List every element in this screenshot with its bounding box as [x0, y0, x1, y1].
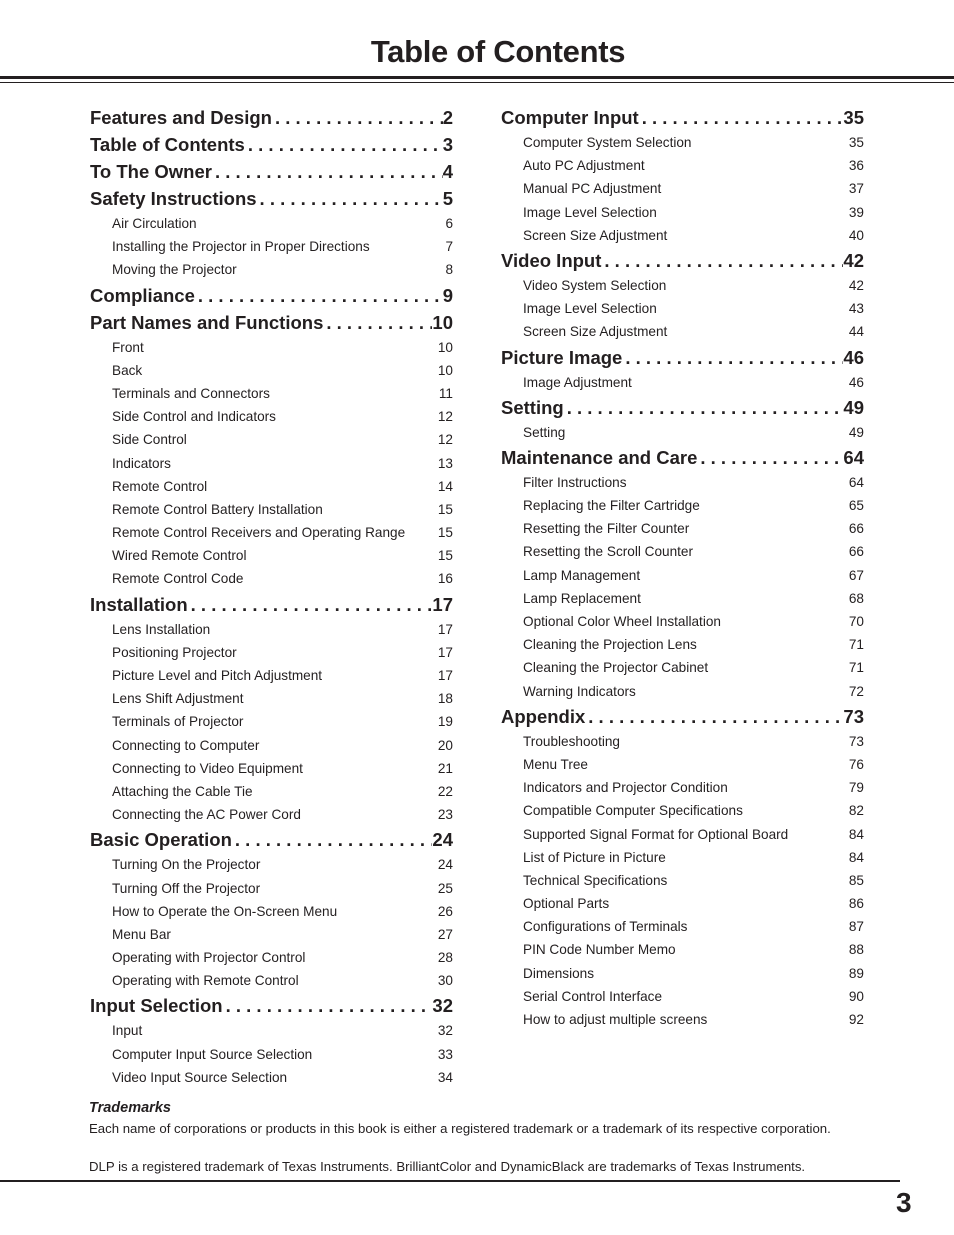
toc-subentry-page: 8	[445, 262, 453, 278]
toc-subentry-label: Indicators	[112, 455, 171, 471]
toc-subentry[interactable]	[90, 498, 453, 521]
toc-subentry-page: 32	[437, 1023, 453, 1039]
toc-subentry-label: Lens Shift Adjustment	[112, 691, 244, 707]
toc-subentry-page: 11	[438, 385, 453, 401]
toc-section-title: Table of Contents	[90, 134, 245, 155]
toc-subentry[interactable]	[90, 900, 453, 923]
dot-leader	[257, 185, 443, 212]
toc-subentry-label: Dimensions	[523, 965, 595, 981]
dot-leader	[697, 444, 843, 471]
toc-subentry[interactable]	[501, 154, 864, 177]
toc-subentry-label: Moving the Projector	[112, 262, 237, 278]
toc-subentry-label: Compatible Computer Specifications	[523, 803, 743, 819]
toc-subentry[interactable]	[501, 540, 864, 563]
toc-subentry[interactable]	[90, 780, 453, 803]
toc-subentry-page: 39	[848, 204, 864, 220]
toc-subentry-label: Resetting the Scroll Counter	[523, 544, 694, 560]
toc-subentry[interactable]	[90, 359, 453, 382]
toc-section-page: 17	[432, 593, 453, 615]
toc-subentry-page: 12	[437, 432, 453, 448]
dot-leader	[639, 104, 844, 131]
toc-section-title: Compliance	[90, 284, 195, 306]
toc-subentry-page: 35	[848, 135, 864, 150]
toc-subentry-label: Terminals of Projector	[112, 714, 244, 730]
toc-subentry-label: Lamp Management	[523, 567, 641, 583]
toc-subentry[interactable]	[90, 336, 453, 359]
toc-subentry[interactable]	[501, 656, 864, 679]
dot-leader	[622, 344, 843, 371]
toc-subentry-page: 10	[437, 362, 453, 378]
toc-subentry-label: PIN Code Number Memo	[523, 942, 676, 958]
toc-section-title: Basic Operation	[90, 829, 232, 851]
toc-section-title: Part Names and Functions	[90, 311, 324, 333]
toc-section-title: Computer Input	[501, 107, 639, 128]
toc-subentry[interactable]	[501, 224, 864, 247]
toc-subentry[interactable]	[90, 710, 453, 733]
toc-section-entry[interactable]	[501, 104, 864, 131]
toc-subentry[interactable]	[90, 452, 453, 475]
toc-section-title: To The Owner	[90, 161, 212, 182]
toc-subentry-page: 15	[437, 525, 453, 541]
toc-section-page: 35	[843, 107, 864, 128]
toc-subentry[interactable]	[90, 877, 453, 900]
toc-subentry[interactable]	[90, 1043, 453, 1066]
toc-subentry-page: 6	[445, 216, 453, 231]
toc-subentry-label: Air Circulation	[112, 216, 197, 231]
toc-subentry-page: 23	[437, 807, 453, 823]
toc-subentry-label: Back	[112, 362, 143, 378]
toc-subentry[interactable]	[90, 475, 453, 498]
toc-subentry-page: 21	[437, 760, 453, 776]
toc-subentry[interactable]	[90, 853, 453, 876]
toc-subentry-page: 30	[437, 973, 453, 989]
toc-subentry-page: 42	[848, 277, 864, 293]
toc-subentry[interactable]	[501, 823, 864, 846]
toc-subentry-page: 88	[848, 942, 864, 958]
toc-subentry[interactable]	[90, 641, 453, 664]
toc-subentry-label: Menu Tree	[523, 756, 588, 772]
dot-leader	[323, 309, 432, 336]
toc-subentry-label: Lens Installation	[112, 621, 211, 637]
page-title: Table of Contents	[370, 34, 626, 69]
toc-subentry-label: Configurations of Terminals	[523, 919, 688, 935]
toc-subentry-label: Computer Input Source Selection	[112, 1046, 313, 1062]
toc-section-entry[interactable]	[501, 344, 864, 371]
toc-subentry[interactable]	[501, 471, 864, 494]
toc-subentry[interactable]	[501, 274, 864, 297]
toc-subentry-label: Connecting to Computer	[112, 737, 260, 753]
toc-subentry-page: 27	[437, 926, 453, 942]
title-rule-thin	[0, 82, 954, 83]
toc-subentry-page: 84	[848, 826, 864, 842]
toc-subentry[interactable]	[90, 382, 453, 405]
toc-subentry-page: 24	[437, 857, 453, 873]
toc-subentry-page: 79	[848, 780, 864, 796]
toc-section-title: Maintenance and Care	[501, 446, 698, 468]
toc-section-title: Input Selection	[90, 995, 223, 1017]
toc-subentry-label: List of Picture in Picture	[523, 849, 666, 865]
toc-subentry-page: 85	[848, 872, 864, 888]
toc-section-entry[interactable]	[501, 394, 864, 421]
toc-subentry[interactable]	[90, 687, 453, 710]
toc-subentry[interactable]	[90, 544, 453, 567]
dot-leader	[585, 703, 843, 730]
toc-subentry[interactable]	[501, 517, 864, 540]
page-number: 3	[896, 1187, 912, 1218]
toc-subentry-label: Cleaning the Projection Lens	[523, 637, 697, 653]
dot-leader	[245, 131, 443, 158]
toc-subentry[interactable]	[90, 969, 453, 992]
toc-subentry-label: Operating with Projector Control	[112, 950, 306, 966]
toc-subentry-page: 64	[848, 474, 864, 490]
toc-subentry[interactable]	[90, 521, 453, 544]
toc-subentry-page: 40	[848, 227, 864, 243]
toc-subentry[interactable]	[501, 421, 864, 444]
toc-subentry[interactable]	[90, 567, 453, 590]
toc-section-entry[interactable]	[90, 131, 453, 158]
toc-subentry-page: 66	[848, 544, 864, 560]
toc-subentry-page: 15	[437, 501, 453, 517]
toc-subentry-page: 17	[437, 621, 453, 637]
dot-leader	[195, 282, 443, 309]
toc-subentry-label: Picture Level and Pitch Adjustment	[112, 668, 323, 683]
toc-subentry-page: 28	[437, 950, 453, 966]
toc-subentry-label: Remote Control Battery Installation	[112, 501, 323, 517]
toc-subentry-page: 49	[848, 424, 864, 440]
toc-subentry[interactable]	[90, 258, 453, 281]
footer-rule	[0, 1180, 900, 1182]
toc-section-entry[interactable]	[90, 104, 453, 131]
toc-subentry[interactable]	[501, 587, 864, 610]
toc-subentry-page: 73	[848, 733, 864, 749]
toc-subentry-label: Indicators and Projector Condition	[523, 780, 728, 796]
toc-subentry[interactable]	[90, 664, 453, 687]
toc-subentry-label: Attaching the Cable Tie	[112, 783, 253, 799]
toc-subentry-page: 44	[848, 324, 864, 340]
toc-section-entry[interactable]	[501, 703, 864, 730]
toc-subentry[interactable]	[90, 803, 453, 826]
toc-subentry-page: 72	[848, 683, 864, 699]
toc-section-entry[interactable]	[501, 444, 864, 471]
toc-section-entry[interactable]	[90, 591, 453, 618]
toc-subentry-page: 70	[848, 614, 864, 629]
toc-subentry-page: 84	[848, 849, 864, 865]
toc-subentry-page: 68	[848, 590, 864, 606]
toc-subentry[interactable]	[501, 494, 864, 517]
toc-subentry-label: Replacing the Filter Cartridge	[523, 498, 700, 514]
toc-section-page: 5	[442, 188, 453, 209]
toc-section-page: 10	[432, 311, 453, 333]
toc-subentry-page: 18	[437, 691, 453, 707]
toc-subentry-label: Turning Off the Projector	[112, 880, 261, 896]
toc-section-page: 4	[442, 161, 453, 182]
toc-subentry-label: Manual PC Adjustment	[523, 181, 662, 197]
toc-section-entry[interactable]	[90, 158, 453, 185]
toc-subentry-page: 65	[848, 498, 864, 514]
toc-subentry-page: 43	[848, 301, 864, 317]
toc-section-entry[interactable]	[90, 826, 453, 853]
toc-subentry-label: Image Level Selection	[523, 204, 657, 220]
toc-subentry-page: 33	[437, 1046, 453, 1062]
toc-subentry-label: Side Control and Indicators	[112, 409, 276, 425]
toc-subentry-page: 71	[848, 660, 864, 676]
toc-subentry[interactable]	[90, 618, 453, 641]
toc-subentry-page: 92	[848, 1012, 864, 1027]
toc-subentry[interactable]	[501, 633, 864, 656]
toc-subentry[interactable]	[501, 680, 864, 703]
toc-subentry-page: 71	[848, 637, 864, 653]
toc-section-page: 49	[843, 396, 864, 418]
trademarks-paragraph: Each name of corporations or products in this book is either a registered trademark or a trademark of its respective corporation.	[89, 1121, 831, 1136]
toc-subentry-label: Auto PC Adjustment	[523, 158, 645, 174]
toc-subentry[interactable]	[501, 799, 864, 822]
toc-subentry-label: Filter Instructions	[523, 474, 627, 490]
toc-subentry-label: Optional Color Wheel Installation	[523, 614, 721, 629]
dot-leader	[212, 158, 443, 185]
toc-subentry[interactable]	[90, 946, 453, 969]
toc-subentry[interactable]	[501, 371, 864, 394]
toc-subentry-label: Connecting the AC Power Cord	[112, 807, 301, 823]
toc-subentry-label: Warning Indicators	[523, 683, 636, 699]
dot-leader	[272, 104, 443, 131]
toc-subentry[interactable]	[501, 320, 864, 343]
toc-section-page: 2	[442, 107, 453, 128]
toc-section-page: 64	[843, 446, 864, 468]
toc-subentry[interactable]	[501, 892, 864, 915]
toc-subentry[interactable]	[501, 730, 864, 753]
toc-subentry[interactable]	[90, 1066, 453, 1089]
dot-leader	[232, 826, 433, 853]
toc-section-page: 46	[843, 346, 864, 368]
toc-section-title: Appendix	[501, 705, 586, 727]
toc-subentry-page: 89	[848, 965, 864, 981]
toc-subentry[interactable]	[501, 753, 864, 776]
trademarks-heading: Trademarks	[89, 1100, 171, 1116]
toc-subentry[interactable]	[501, 985, 864, 1008]
toc-subentry[interactable]	[501, 564, 864, 587]
toc-subentry-page: 25	[437, 880, 453, 896]
toc-subentry-label: How to adjust multiple screens	[523, 1012, 708, 1027]
toc-section-title: Safety Instructions	[90, 188, 257, 209]
toc-subentry-label: Remote Control	[112, 478, 208, 494]
toc-subentry-page: 22	[437, 783, 453, 799]
toc-subentry-label: Positioning Projector	[112, 644, 237, 660]
toc-subentry[interactable]	[90, 235, 453, 258]
toc-section-page: 32	[432, 995, 453, 1017]
toc-subentry-page: 82	[848, 803, 864, 819]
toc-subentry-label: Installing the Projector in Proper Directions	[112, 239, 370, 255]
toc-subentry-label: Setting	[523, 424, 566, 440]
toc-subentry[interactable]	[501, 962, 864, 985]
toc-subentry-label: Lamp Replacement	[523, 590, 641, 606]
toc-subentry-page: 17	[437, 668, 453, 683]
toc-subentry-page: 7	[445, 239, 453, 255]
toc-left-column	[90, 104, 453, 1089]
toc-subentry-label: Technical Specifications	[523, 872, 668, 888]
toc-subentry-label: Screen Size Adjustment	[523, 324, 668, 340]
toc-subentry-label: Front	[112, 339, 144, 355]
toc-subentry-page: 17	[437, 644, 453, 660]
toc-section-page: 24	[432, 829, 453, 851]
toc-subentry[interactable]	[501, 938, 864, 961]
toc-subentry[interactable]	[501, 297, 864, 320]
toc-subentry[interactable]	[90, 757, 453, 780]
toc-subentry-page: 87	[848, 919, 864, 935]
toc-section-title: Setting	[501, 396, 564, 418]
trademarks-paragraph: DLP is a registered trademark of Texas Instruments. BrilliantColor and DynamicBlack are trademarks of Texas Instruments.	[89, 1159, 806, 1174]
toc-subentry-page: 15	[437, 548, 453, 564]
toc-subentry-label: Troubleshooting	[523, 733, 620, 749]
toc-subentry-label: Operating with Remote Control	[112, 973, 299, 989]
toc-subentry-label: Screen Size Adjustment	[523, 227, 668, 243]
toc-subentry-label: Serial Control Interface	[523, 988, 663, 1004]
toc-subentry-label: Terminals and Connectors	[112, 385, 270, 401]
toc-subentry-page: 14	[437, 478, 453, 494]
toc-subentry-label: Cleaning the Projector Cabinet	[523, 660, 709, 676]
toc-section-title: Video Input	[501, 249, 602, 271]
toc-subentry[interactable]	[90, 923, 453, 946]
toc-subentry[interactable]	[501, 177, 864, 200]
toc-subentry[interactable]	[501, 776, 864, 799]
toc-subentry-label: Wired Remote Control	[112, 548, 247, 564]
toc-subentry-label: Video Input Source Selection	[112, 1069, 288, 1085]
toc-section-page: 3	[442, 134, 453, 155]
toc-subentry-page: 16	[437, 571, 453, 587]
toc-subentry-page: 46	[848, 374, 864, 390]
dot-leader	[188, 591, 433, 618]
toc-section-entry[interactable]	[90, 282, 453, 309]
toc-subentry[interactable]	[501, 915, 864, 938]
toc-section-page: 73	[843, 705, 864, 727]
toc-section-page: 9	[442, 284, 453, 306]
toc-subentry[interactable]	[90, 734, 453, 757]
toc-subentry-page: 20	[437, 737, 453, 753]
toc-subentry[interactable]	[501, 201, 864, 224]
toc-section-entry[interactable]	[90, 992, 453, 1019]
dot-leader	[601, 247, 843, 274]
toc-subentry-page: 37	[848, 181, 864, 197]
toc-subentry-page: 67	[848, 567, 864, 583]
toc-subentry-label: Remote Control Code	[112, 571, 244, 587]
toc-subentry[interactable]	[501, 869, 864, 892]
toc-subentry-page: 90	[848, 988, 864, 1004]
toc-subentry-label: Image Adjustment	[523, 374, 632, 390]
toc-subentry-page: 12	[437, 409, 453, 425]
toc-section-title: Installation	[90, 593, 188, 615]
toc-subentry-label: Optional Parts	[523, 896, 610, 912]
toc-subentry-label: Supported Signal Format for Optional Board	[523, 826, 789, 842]
toc-subentry[interactable]	[90, 1019, 453, 1042]
toc-subentry-page: 36	[848, 158, 864, 174]
toc-subentry-label: Input	[112, 1023, 143, 1039]
toc-subentry-label: Remote Control Receivers and Operating Range	[112, 525, 406, 541]
toc-subentry-page: 10	[437, 339, 453, 355]
toc-subentry-label: Image Level Selection	[523, 301, 657, 317]
toc-subentry-label: How to Operate the On-Screen Menu	[112, 903, 338, 919]
toc-subentry-label: Video System Selection	[523, 277, 667, 293]
toc-subentry-page: 26	[437, 903, 453, 919]
toc-subentry[interactable]	[501, 610, 864, 633]
toc-subentry-label: Side Control	[112, 432, 187, 448]
toc-subentry-page: 86	[848, 896, 864, 912]
toc-section-entry[interactable]	[90, 185, 453, 212]
toc-subentry-label: Turning On the Projector	[112, 857, 261, 873]
toc-subentry-label: Menu Bar	[112, 926, 171, 942]
toc-section-entry[interactable]	[501, 247, 864, 274]
toc-section-entry[interactable]	[90, 309, 453, 336]
toc-subentry[interactable]	[90, 405, 453, 428]
toc-section-title: Picture Image	[501, 346, 623, 368]
toc-subentry[interactable]	[501, 1008, 864, 1031]
toc-subentry[interactable]	[501, 131, 864, 154]
toc-section-page: 42	[843, 249, 864, 271]
toc-subentry[interactable]	[90, 212, 453, 235]
toc-subentry-label: Computer System Selection	[523, 135, 692, 150]
toc-subentry-label: Resetting the Filter Counter	[523, 521, 690, 537]
toc-subentry-page: 13	[437, 455, 453, 471]
title-rule-thick	[0, 76, 954, 79]
toc-subentry[interactable]	[90, 428, 453, 451]
toc-subentry-label: Connecting to Video Equipment	[112, 760, 303, 776]
toc-subentry-page: 66	[848, 521, 864, 537]
dot-leader	[223, 992, 433, 1019]
dot-leader	[564, 394, 844, 421]
toc-subentry-page: 76	[848, 756, 864, 772]
toc-subentry-page: 19	[437, 714, 453, 730]
toc-right-column	[501, 104, 864, 1031]
toc-section-title: Features and Design	[90, 107, 272, 128]
toc-subentry-page: 34	[437, 1069, 453, 1085]
toc-subentry[interactable]	[501, 846, 864, 869]
